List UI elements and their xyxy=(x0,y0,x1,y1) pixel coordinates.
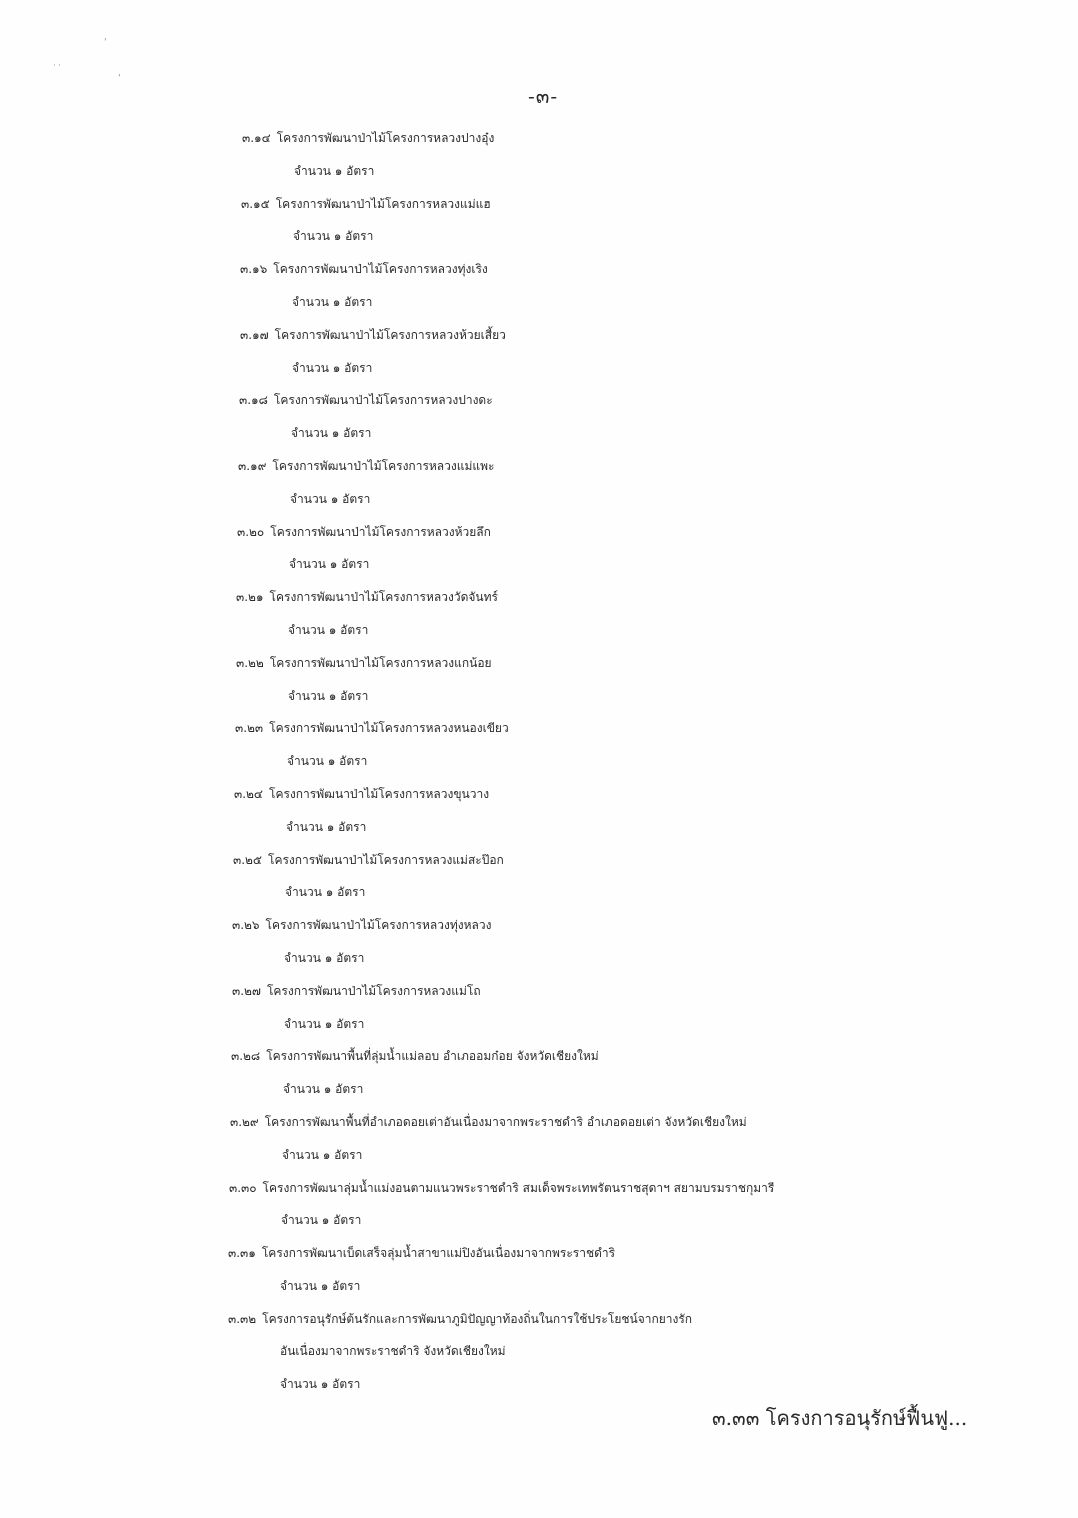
item-quota: จำนวน ๑ อัตรา xyxy=(284,950,365,965)
item-title: โครงการพัฒนาพื้นที่อำเภอดอยเต่าอันเนื่องมาจากพระราชดำริ อำเภอดอยเต่า จังหวัดเชียงใหม่ xyxy=(264,1114,747,1129)
list-item xyxy=(0,516,1078,582)
list-item xyxy=(0,1237,1078,1303)
item-title: โครงการพัฒนาป่าไม้โครงการหลวงแกน้อย xyxy=(269,655,492,670)
item-title: โครงการพัฒนาป่าไม้โครงการหลวงหนองเขียว xyxy=(269,721,509,736)
item-heading xyxy=(0,844,1078,877)
item-heading xyxy=(0,647,1078,680)
item-heading xyxy=(0,1106,1078,1139)
item-number: ๓.๑๕ xyxy=(241,196,270,211)
item-number: ๓.๒๗ xyxy=(232,983,261,998)
item-number: ๓.๒๒ xyxy=(236,655,264,670)
item-quota: จำนวน ๑ อัตรา xyxy=(292,360,373,375)
item-number: ๓.๒๓ xyxy=(235,721,264,736)
item-title: โครงการอนุรักษ์ต้นรักและการพัฒนาภูมิปัญญาท้องถิ่นในการใช้ประโยชน์จากยางรัก xyxy=(262,1311,693,1326)
item-title: โครงการพัฒนาป่าไม้โครงการหลวงวัดจันทร์ xyxy=(269,590,498,605)
item-quota: จำนวน ๑ อัตรา xyxy=(282,1147,363,1162)
list-item xyxy=(0,384,1078,450)
list-item xyxy=(0,844,1078,910)
item-quota: จำนวน ๑ อัตรา xyxy=(281,1213,362,1228)
item-title: โครงการพัฒนาป่าไม้โครงการหลวงห้วยเสี้ยว xyxy=(274,327,506,342)
item-title: โครงการพัฒนาเบ็ดเสร็จลุ่มน้ำสาขาแม่ปิงอันเนื่องมาจากพระราชดำริ xyxy=(261,1246,616,1261)
list-item xyxy=(0,188,1078,254)
list-item xyxy=(0,450,1078,516)
item-title: โครงการพัฒนาป่าไม้โครงการหลวงทุ่งหลวง xyxy=(265,918,492,933)
item-heading xyxy=(0,188,1078,221)
item-heading xyxy=(0,1237,1078,1270)
item-heading xyxy=(0,1172,1078,1205)
item-number: ๓.๒๙ xyxy=(230,1114,259,1129)
item-number: ๓.๓๒ xyxy=(228,1311,257,1326)
item-heading xyxy=(0,909,1078,942)
item-heading xyxy=(0,516,1078,549)
list-item xyxy=(0,1040,1078,1106)
item-quota: จำนวน ๑ อัตรา xyxy=(288,622,369,637)
item-title: โครงการพัฒนาป่าไม้โครงการหลวงปางอุ๋ง xyxy=(276,131,495,145)
list-item xyxy=(0,909,1078,975)
item-title: โครงการพัฒนาพื้นที่ลุ่มน้ำแม่ลอบ อำเภออมก๋อย จังหวัดเชียงใหม่ xyxy=(266,1049,599,1064)
item-number: ๓.๒๔ xyxy=(234,786,264,801)
item-title: โครงการพัฒนาป่าไม้โครงการหลวงปางดะ xyxy=(273,393,493,408)
item-heading xyxy=(0,384,1078,417)
item-number: ๓.๒๕ xyxy=(233,852,263,867)
item-number: ๓.๓๐ xyxy=(229,1180,257,1195)
item-number: ๓.๑๙ xyxy=(238,458,267,473)
item-quota: จำนวน ๑ อัตรา xyxy=(292,294,373,309)
item-number: ๓.๒๖ xyxy=(232,918,260,933)
item-number: ๓.๒๑ xyxy=(236,590,264,605)
item-title: โครงการพัฒนาลุ่มน้ำแม่งอนตามแนวพระราชดำริ สมเด็จพระเทพรัตนราชสุดาฯ สยามบรมราชกุมารี xyxy=(262,1180,775,1195)
item-quota: จำนวน ๑ อัตรา xyxy=(284,1016,365,1031)
item-quota: จำนวน ๑ อัตรา xyxy=(290,491,371,506)
list-item xyxy=(0,1303,1078,1401)
item-heading xyxy=(0,1303,1078,1336)
list-item xyxy=(0,712,1078,778)
list-item xyxy=(0,253,1078,319)
list-item xyxy=(0,581,1078,647)
item-title: โครงการพัฒนาป่าไม้โครงการหลวงแม่สะป๊อก xyxy=(268,852,504,867)
item-number: ๓.๒๐ xyxy=(237,524,265,539)
list-item xyxy=(0,778,1078,844)
scan-mark: ʹ xyxy=(104,38,107,49)
item-title: โครงการพัฒนาป่าไม้โครงการหลวงทุ่งเริง xyxy=(273,262,488,277)
item-quota: จำนวน ๑ อัตรา xyxy=(288,688,369,703)
item-heading xyxy=(0,975,1078,1008)
item-quota: จำนวน ๑ อัตรา xyxy=(286,819,367,834)
list-item xyxy=(0,1172,1078,1238)
item-number: ๓.๓๑ xyxy=(228,1246,256,1261)
item-quota: จำนวน ๑ อัตรา xyxy=(280,1278,361,1293)
item-quota: จำนวน ๑ อัตรา xyxy=(285,885,366,900)
continuation-text: ๓.๓๓ โครงการอนุรักษ์ฟื้นฟู... xyxy=(712,1406,968,1430)
item-heading xyxy=(0,712,1078,745)
list-item xyxy=(0,319,1078,385)
item-quota: จำนวน ๑ อัตรา xyxy=(287,754,368,769)
item-number: ๓.๑๗ xyxy=(240,327,269,342)
item-title-continued: อันเนื่องมาจากพระราชดำริ จังหวัดเชียงใหม่ xyxy=(280,1344,506,1359)
item-number: ๓.๑๘ xyxy=(239,393,268,408)
item-title: โครงการพัฒนาป่าไม้โครงการหลวงแม่โถ xyxy=(266,983,481,998)
item-quota: จำนวน ๑ อัตรา xyxy=(289,557,370,572)
item-number: ๓.๑๔ xyxy=(242,131,271,145)
item-list xyxy=(0,122,1078,1401)
item-quota: จำนวน ๑ อัตรา xyxy=(291,426,372,441)
scan-mark: ˙˙ xyxy=(52,64,62,75)
scan-mark: ʹ xyxy=(118,74,121,85)
item-heading xyxy=(0,319,1078,352)
item-number: ๓.๒๘ xyxy=(231,1049,261,1064)
list-item xyxy=(0,647,1078,713)
item-heading xyxy=(0,581,1078,614)
item-number: ๓.๑๖ xyxy=(240,262,268,277)
item-heading xyxy=(0,450,1078,483)
list-item xyxy=(0,1106,1078,1172)
item-title: โครงการพัฒนาป่าไม้โครงการหลวงแม่แฮ xyxy=(275,196,491,211)
page-number: -๓- xyxy=(528,84,559,108)
item-quota: จำนวน ๑ อัตรา xyxy=(294,163,375,178)
item-title: โครงการพัฒนาป่าไม้โครงการหลวงขุนวาง xyxy=(269,786,490,801)
item-heading xyxy=(0,122,1078,155)
item-heading xyxy=(0,778,1078,811)
item-title: โครงการพัฒนาป่าไม้โครงการหลวงห้วยลึก xyxy=(270,524,491,539)
item-quota: จำนวน ๑ อัตรา xyxy=(293,229,374,244)
list-item xyxy=(0,122,1078,188)
item-quota: จำนวน ๑ อัตรา xyxy=(283,1082,364,1097)
item-heading xyxy=(0,253,1078,286)
item-quota: จำนวน ๑ อัตรา xyxy=(280,1377,361,1392)
list-item xyxy=(0,975,1078,1041)
item-title: โครงการพัฒนาป่าไม้โครงการหลวงแม่แพะ xyxy=(272,458,495,473)
item-heading xyxy=(0,1040,1078,1073)
